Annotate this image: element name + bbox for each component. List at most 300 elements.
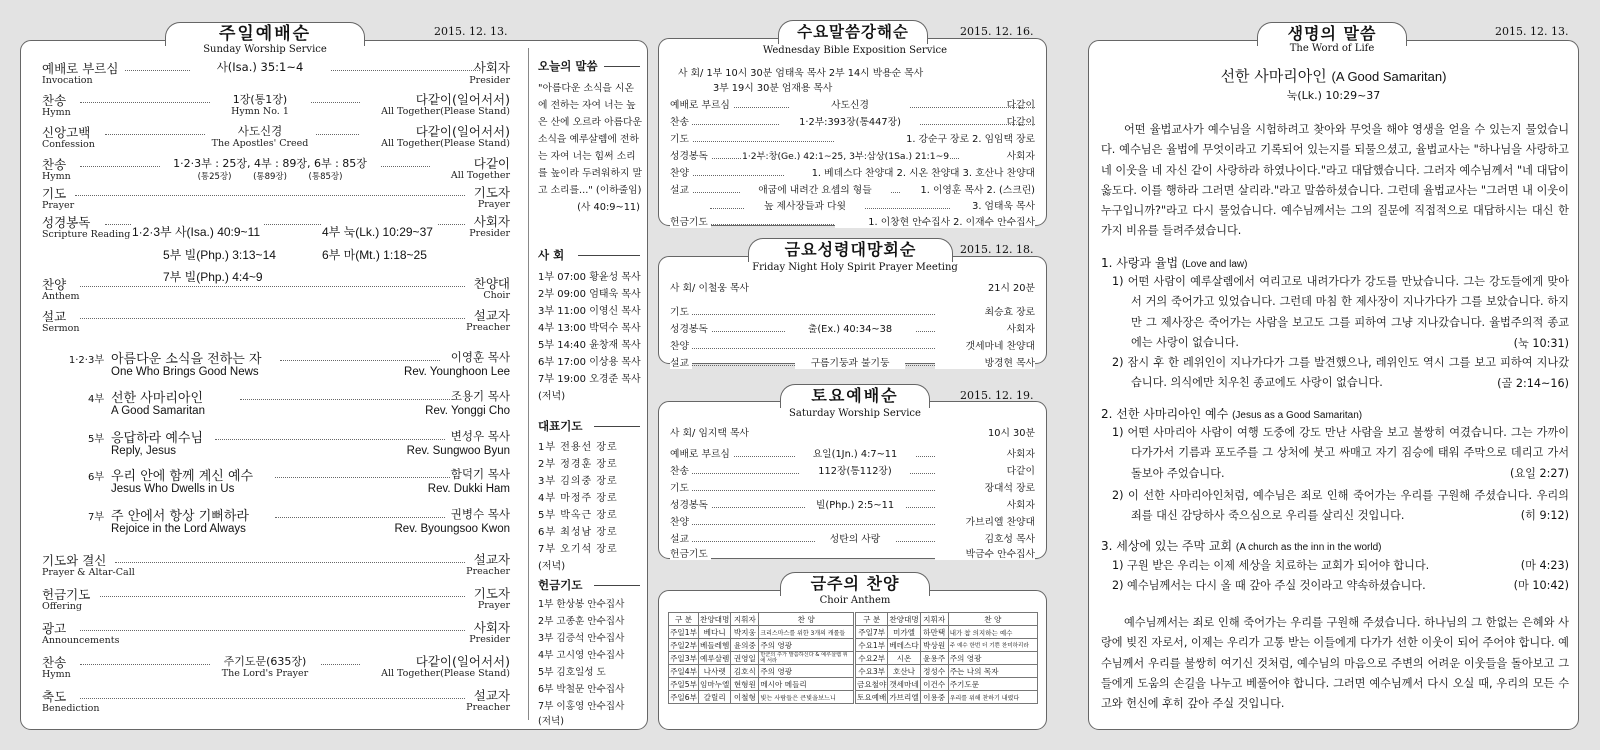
order-role: 방경현 목사 xyxy=(935,355,1035,369)
section-heading-en: (Jesus as a Good Samaritan) xyxy=(1232,410,1363,421)
order-role: 3. 엄태욱 목사 xyxy=(950,198,1035,212)
presider-line: 6부 17:00 이상용 목사 xyxy=(538,357,641,368)
item-label-en: Offering xyxy=(42,601,82,612)
sermon-heading xyxy=(1088,65,1579,86)
order-role: 사회자 xyxy=(935,497,1035,511)
leader-dots xyxy=(80,630,465,631)
scripture-ref: 6부 마(Mt.) 1:18~25 xyxy=(322,248,427,262)
sermon-heading-en: (A Good Samaritan) xyxy=(1331,69,1447,84)
offering-line: 6부 박철문 안수집사 xyxy=(538,684,625,695)
table-cell: 주일1부 xyxy=(670,627,697,637)
section-2-point-2: 2) 이 선한 사마리아인처럼, 예수님은 죄로 인해 죽어가는 우리를 구원해 주셨습니다. 우리의 죄를 대신 감당하사 죽으심으로 우리를 살리신 것입니다. xyxy=(1112,489,1569,523)
item-detail-en: The Apostles' Creed xyxy=(211,138,309,149)
table-cell: 토요예배 xyxy=(857,692,887,702)
item-label: 찬송 xyxy=(42,157,67,172)
item-detail-sub: (통25장) (통89장) (통85장) xyxy=(197,172,343,182)
order-label: 예배로 부르심 xyxy=(670,97,733,111)
table-row xyxy=(856,652,1038,665)
offering-heading: 헌금기도 xyxy=(538,578,583,592)
column-header: 지휘자 xyxy=(731,613,759,626)
order-detail: 구름기둥과 불기둥 xyxy=(795,355,905,369)
table-cell: 주의 영광 xyxy=(759,665,854,678)
order-detail: 빌(Php.) 2:5~11 xyxy=(805,497,905,511)
sermon-title-en: Rejoice in the Lord Always xyxy=(111,523,246,535)
table-cell: 임마누엘 xyxy=(700,679,730,689)
sermon-title-en: Jesus Who Dwells in Us xyxy=(111,483,235,495)
order-label: 찬양 xyxy=(670,165,692,179)
item-label: 신앙고백 xyxy=(42,125,91,140)
order-label: 찬양 xyxy=(670,338,692,352)
prayer-line: 4부 마정주 장로 xyxy=(538,493,618,504)
sermon-heading-ko: 선한 사마리아인 xyxy=(1220,67,1327,85)
word-line: 고 소리를..." (이하줄임) xyxy=(538,185,642,196)
item-label: 기도 xyxy=(42,186,67,201)
order-role: 다같이 xyxy=(1006,117,1035,128)
table-cell: 내가 참 의지하는 예수 xyxy=(948,626,1037,639)
heading-rule xyxy=(604,66,640,67)
saturday-presider: 사 회/ 임지택 목사 xyxy=(670,428,749,439)
friday-subtitle: Friday Night Holy Spirit Prayer Meeting xyxy=(752,262,958,273)
order-label: 헌금기도 xyxy=(670,214,711,228)
table-row xyxy=(669,665,854,678)
item-label-en: Scripture Reading xyxy=(42,229,131,240)
table-cell: 만군의 주가 말씀하신다 & 예루살렘 위에 서라 xyxy=(759,652,854,665)
item-label: 예배로 부르심 xyxy=(42,61,119,76)
table-row xyxy=(669,652,854,665)
table-cell: 하만택 xyxy=(920,626,948,639)
item-detail: 사도신경 xyxy=(205,123,315,139)
item-role-en: Preacher xyxy=(466,566,510,577)
item-detail: 1장(통1장) xyxy=(210,91,310,107)
scripture-ref: 5부 빌(Php.) 3:13~14 xyxy=(163,248,276,262)
item-label: 찬송 xyxy=(42,93,67,108)
item-role: 기도자 xyxy=(473,586,510,601)
table-cell: 가브리엘 xyxy=(889,692,919,702)
column-header: 지휘자 xyxy=(920,613,948,626)
table-cell: 주일3부 xyxy=(670,653,697,663)
sermon-pastor-en: Rev. Younghoon Lee xyxy=(404,366,510,378)
table-header-row xyxy=(856,613,1038,626)
section-heading-ko: 2. 선한 사마리아인 예수 xyxy=(1101,407,1229,421)
item-role: 사회자 xyxy=(473,214,510,229)
heading-rule xyxy=(594,426,640,427)
word-reference: (사 40:9~11) xyxy=(577,202,640,213)
order-label: 성경봉독 xyxy=(670,148,711,162)
intro-paragraph: 어떤 율법교사가 예수님을 시험하려고 찾아와 무엇을 해야 영생을 얻을 수 있는지 물었습니다. 예수님은 율법에 무엇이라고 기록되어 있는지를 되물으셨고, 율법교사는 "하나님을 사랑하고 네 이웃을 네 자신 같이 사랑하라 하였나이다."라고 대답했습니다. 그러자 예수님께서 "네 대답이 옳도다. 이를 행하라 그러면 살리라."라고 말씀하셨습니다. 그런데 율법교사는 "그러면 내 이웃이 누구입니까?"라고 다시 물었습니다. 예수님께서는 그의 질문에 직접적으로 대답하시는 대신 한 가지 비유를 들려주셨습니다. xyxy=(1101,123,1569,238)
item-label: 축도 xyxy=(42,689,67,704)
table-cell: 갈릴리 xyxy=(699,691,731,704)
offering-line: 4부 고시영 안수집사 xyxy=(538,650,625,661)
sermon-title: 응답하라 예수님 xyxy=(111,427,207,446)
item-detail: 주기도문(635장) xyxy=(210,653,320,669)
item-label-en: Benediction xyxy=(42,703,100,714)
table-cell: 크리스마스를 위한 3개의 캐롤들 xyxy=(759,626,854,639)
item-label-en: Anthem xyxy=(42,291,80,302)
presider-heading: 사 회 xyxy=(538,248,565,262)
table-cell: 나사렛 xyxy=(699,665,731,678)
sermon-service: 1·2·3부 xyxy=(68,355,104,366)
column-header: 찬 양 xyxy=(759,613,854,626)
sermon-title: 우리 안에 함께 계신 예수 xyxy=(111,465,257,484)
life-title: 생명의 말씀 xyxy=(1257,22,1407,46)
leader-dots xyxy=(80,286,465,287)
sermon-title: 아름다운 소식을 전하는 자 xyxy=(111,348,266,367)
item-role: 찬양대 xyxy=(473,276,510,291)
section-2-ref-2: (히 9:12) xyxy=(1517,507,1569,523)
prayer-heading: 대표기도 xyxy=(538,419,583,433)
order-detail: 성탄의 사랑 xyxy=(815,531,895,545)
item-label: 기도와 결신 xyxy=(42,553,107,568)
wednesday-date: 2015. 12. 16. xyxy=(960,25,1034,38)
item-role-en: Prayer xyxy=(477,199,510,210)
order-role: 사회자 xyxy=(935,321,1035,335)
table-row xyxy=(669,626,854,639)
item-label: 찬송 xyxy=(42,655,67,670)
item-role-en: Presider xyxy=(469,228,510,239)
order-detail: 1·2부:393장(통447장) xyxy=(780,114,920,128)
section-1-point-2: 2) 잠시 후 한 레위인이 지나가다가 그를 발견했으나, 레위인도 역시 그를 보고 피하여 지나갔습니다. 의식에만 치우친 종교에도 사랑이 없습니다. xyxy=(1112,356,1569,390)
section-1-ref-2: (골 2:14~16) xyxy=(1493,375,1569,391)
sermon-pastor: 변성우 목사 xyxy=(450,429,510,443)
prayer-line: (저녁) xyxy=(538,561,566,572)
item-role-en: All Together(Please Stand) xyxy=(381,138,510,149)
item-detail-en: Hymn No. 1 xyxy=(231,106,289,117)
item-label: 성경봉독 xyxy=(42,215,91,230)
sermon-pastor: 권병수 목사 xyxy=(450,507,510,521)
order-role: 갯세마네 찬양대 xyxy=(935,338,1035,352)
sermon-service: 6부 xyxy=(87,472,104,483)
table-row xyxy=(856,639,1038,652)
sermon-pastor-en: Rev. Byoungsoo Kwon xyxy=(394,523,510,535)
order-role: 사회자 xyxy=(960,148,1035,162)
word-line: 에 전하는 자여 너는 높 xyxy=(538,100,636,111)
presider-line: (저녁) xyxy=(538,391,566,402)
sermon-pastor: 함덕기 목사 xyxy=(450,467,510,481)
word-line: 은 산에 오르라 아름다운 xyxy=(538,117,642,128)
item-detail: 사(Isa.) 35:1~4 xyxy=(190,59,330,75)
order-detail: 요일(1Jn.) 4:7~11 xyxy=(795,446,915,460)
sermon-pastor: 이영훈 목사 xyxy=(450,350,510,364)
saturday-subtitle: Saturday Worship Service xyxy=(789,408,921,419)
scripture-ref: 1·2·3부 사(Isa.) 40:9~11 xyxy=(132,223,264,240)
table-row xyxy=(856,665,1038,678)
table-cell: 김호식 xyxy=(731,665,759,678)
wednesday-title: 수요말씀강해순 xyxy=(778,20,928,44)
table-cell: 빛는 사람들은 큰빛을보느니 xyxy=(759,691,854,704)
table-cell: 금요철야 xyxy=(857,679,887,689)
presider-line: 4부 13:00 박덕수 목사 xyxy=(538,323,641,334)
item-role-en: Preacher xyxy=(466,702,510,713)
order-role: 다같이 xyxy=(1006,100,1035,111)
prayer-line: 1부 전용선 장로 xyxy=(538,442,618,453)
section-1-ref-1: (눅 10:31) xyxy=(1510,335,1569,351)
leader-dots xyxy=(100,596,465,597)
table-cell: 수요3부 xyxy=(856,665,888,678)
presider-line: 7부 19:00 오경준 목사 xyxy=(538,374,641,385)
word-line: 소식을 예루살렘에 전하 xyxy=(538,134,639,145)
section-2-heading xyxy=(1101,405,1362,422)
item-role: 다같이(일어서서) xyxy=(360,122,510,140)
choir-table-left xyxy=(668,612,854,704)
table-cell: 현형원 xyxy=(731,678,759,691)
presider-line: 1부 07:00 황윤성 목사 xyxy=(538,272,641,283)
item-label-en: Confession xyxy=(42,139,95,150)
saturday-date: 2015. 12. 19. xyxy=(960,389,1034,402)
offering-line: 3부 김증석 안수집사 xyxy=(538,633,625,644)
sermon-title-en: Reply, Jesus xyxy=(111,445,176,457)
table-cell: 수요1부 xyxy=(856,639,888,652)
table-cell: 주일4부 xyxy=(670,666,697,676)
prayer-line: 6부 최성남 장로 xyxy=(538,527,618,538)
column-header: 찬 양 xyxy=(948,613,1037,626)
table-cell: 베데스다 xyxy=(889,640,919,650)
section-3-ref-2: (마 10:42) xyxy=(1513,579,1569,592)
table-cell: 정성수 xyxy=(920,665,948,678)
order-label: 성경봉독 xyxy=(670,321,711,335)
item-role: 다같이(일어서서) xyxy=(360,652,510,670)
sermon-reference: 눅(Lk.) 10:29~37 xyxy=(1286,89,1381,102)
table-cell: 주일2부 xyxy=(670,640,697,650)
item-role: 사회자 xyxy=(473,620,510,635)
table-cell: 권영일 xyxy=(731,652,759,665)
life-subtitle: The Word of Life xyxy=(1289,43,1375,54)
leader-dots xyxy=(115,562,465,563)
order-detail: 출(Ex.) 40:34~38 xyxy=(785,321,915,335)
sermon-title: 주 안에서 항상 기뻐하라 xyxy=(111,505,253,524)
item-label: 광고 xyxy=(42,621,67,636)
item-label-en: Sermon xyxy=(42,323,80,334)
table-cell: 수요2부 xyxy=(856,652,888,665)
section-1-heading xyxy=(1101,254,1247,271)
table-cell: 이철형 xyxy=(731,691,759,704)
table-row xyxy=(669,639,854,652)
heading-rule xyxy=(594,585,640,586)
item-label-en: Hymn xyxy=(42,107,71,118)
sermon-title-en: A Good Samaritan xyxy=(111,405,205,417)
table-cell: 이용중 xyxy=(920,691,948,704)
order-label: 예배로 부르심 xyxy=(670,446,733,460)
item-role-en: All Together xyxy=(450,170,510,181)
order-label: 설교 xyxy=(670,531,692,545)
offering-line: 5부 김호일성 도 xyxy=(538,667,606,678)
presider-line: 3부 11:00 이영신 목사 xyxy=(538,306,641,317)
order-detail: 사도신경 xyxy=(790,97,910,111)
column-header: 구 분 xyxy=(669,613,699,626)
order-detail: 1·2부:창(Ge.) 42:1~25, 3부:삼상(1Sa.) 21:1~9 xyxy=(742,148,949,162)
table-cell: 베다니 xyxy=(699,626,731,639)
item-role: 다같이(일어서서) xyxy=(360,90,510,108)
order-role: 장대석 장로 xyxy=(935,480,1035,494)
sunday-divider xyxy=(528,48,529,720)
table-row xyxy=(856,678,1038,691)
word-line: 는 자여 너는 힘써 소리 xyxy=(538,151,636,162)
section-2-point-1: 1) 어떤 사마리아 사람이 여행 도중에 강도 만난 사람을 보고 불쌍히 여겼습니다. 그는 가까이 다가가서 기름과 포도주를 그 상처에 붓고 싸매고 자기 짐승에 태워 주막으로 데리고 가서 돌보아 주었습니다. xyxy=(1112,426,1569,480)
order-role: 1. 강순구 장로 2. 임임택 장로 xyxy=(835,131,1035,145)
order-role: 1. 이창현 안수집사 2. 이재수 안수집사 xyxy=(835,214,1035,228)
section-3-heading xyxy=(1101,537,1382,554)
section-3-point-1: 1) 구원 받은 우리는 이제 세상을 치료하는 교회가 되어야 합니다. xyxy=(1112,559,1430,572)
word-line: 를 높이라 두려워하지 말 xyxy=(538,168,642,179)
item-role-en: All Together(Please Stand) xyxy=(381,106,510,117)
order-detail: 애굽에 내려간 요셉의 형들 xyxy=(740,182,890,196)
order-role: 1. 베데스다 찬양대 2. 시온 찬양대 3. 호산나 찬양대 xyxy=(785,165,1035,179)
word-line: "아름다운 소식을 시온 xyxy=(538,83,634,94)
wednesday-subtitle: Wednesday Bible Exposition Service xyxy=(762,45,948,56)
table-cell: 주의 영광 xyxy=(759,639,854,652)
order-role: 1. 이영훈 목사 2. (스크린) xyxy=(900,182,1035,196)
item-role-en: Presider xyxy=(469,634,510,645)
order-role: 다같이 xyxy=(935,463,1035,477)
order-label: 설교 xyxy=(670,182,692,196)
saturday-title: 토요예배순 xyxy=(780,384,930,408)
offering-line: (저녁) xyxy=(538,716,565,727)
table-cell: 주 예수 한번 더 기쁜 찬미하리라 xyxy=(948,639,1037,652)
offering-line: 1부 한상봉 안수집사 xyxy=(538,599,625,610)
column-header: 구 분 xyxy=(856,613,888,626)
section-3-ref-1: (마 4:23) xyxy=(1520,559,1569,572)
order-label: 찬송 xyxy=(670,114,692,128)
order-role: 가브리엘 찬양대 xyxy=(935,514,1035,528)
presider-line: 5부 14:40 윤창재 목사 xyxy=(538,340,641,351)
sermon-service: 5부 xyxy=(87,434,104,445)
choir-title: 금주의 찬양 xyxy=(780,572,930,596)
table-row xyxy=(856,691,1038,704)
saturday-time: 10시 30분 xyxy=(988,428,1035,439)
offering-line: 2부 고종훈 안수집사 xyxy=(538,616,625,627)
prayer-line: 2부 정경훈 장로 xyxy=(538,459,618,470)
section-heading-en: (Love and law) xyxy=(1181,259,1248,270)
order-label: 찬송 xyxy=(670,463,692,477)
sunday-title: 주일예배순 xyxy=(165,22,365,46)
order-label: 찬양 xyxy=(670,514,692,528)
item-label: 헌금기도 xyxy=(42,587,91,602)
item-role-en: Prayer xyxy=(477,600,510,611)
item-detail: 1·2·3부 : 25장, 4부 : 89장, 6부 : 85장 xyxy=(160,155,380,171)
prayer-line: 3부 김의중 장로 xyxy=(538,476,618,487)
section-heading-ko: 1. 사랑과 율법 xyxy=(1101,256,1179,270)
section-heading-en: (A church as the inn in the world) xyxy=(1235,542,1382,553)
table-cell: 주일6부 xyxy=(670,692,697,702)
order-label: 기도 xyxy=(670,480,692,494)
item-role-en: Presider xyxy=(469,75,510,86)
order-detail: 112장(통112장) xyxy=(800,463,910,477)
friday-presider: 사 회/ 이철웅 목사 xyxy=(670,283,749,294)
order-role: 박금수 안수집사 xyxy=(935,546,1035,560)
friday-title: 금요성령대망회순 xyxy=(748,238,953,262)
table-cell: 주일5부 xyxy=(670,679,697,689)
table-cell: 주기도문 xyxy=(948,678,1037,691)
item-label: 설교 xyxy=(42,309,67,324)
section-1-point-1: 1) 어떤 사람이 예루살렘에서 여리고로 내려가다가 강도를 만났습니다. 그는 강도들에게 맞아서 거의 죽어가고 있었습니다. 그런데 마침 한 제사장이 지나가다가 그를 보았습니다. 하지만 그 제사장은 죽어가는 사람을 보고도 그를 피하여 그냥 지나갔습니다. 율법주의적 종교에는 사랑이 없습니다. xyxy=(1112,275,1569,349)
table-cell: 주일7부 xyxy=(856,626,888,639)
table-row xyxy=(669,691,854,704)
item-label-en: Announcements xyxy=(42,635,120,646)
table-cell: 이건수 xyxy=(920,678,948,691)
table-cell: 메시아 메들리 xyxy=(759,678,854,691)
item-role: 사회자 xyxy=(473,60,510,75)
table-cell: 윤의중 xyxy=(731,639,759,652)
presider-line: 2부 09:00 엄태욱 목사 xyxy=(538,289,641,300)
offering-line: 7부 이홍영 안수집사 xyxy=(538,701,625,712)
item-role: 설교자 xyxy=(473,688,510,703)
sermon-title-en: One Who Brings Good News xyxy=(111,366,259,378)
item-detail-en: The Lord's Prayer xyxy=(221,668,309,679)
item-role: 설교자 xyxy=(473,308,510,323)
item-label-en: Prayer xyxy=(42,200,75,211)
item-role-en: All Together(Please Stand) xyxy=(381,668,510,679)
sunday-subtitle: Sunday Worship Service xyxy=(203,44,327,55)
wednesday-presider-2: 3부 19시 30분 엄재용 목사 xyxy=(713,83,833,94)
section-heading-ko: 3. 세상에 있는 주막 교회 xyxy=(1101,539,1233,553)
table-cell: 박지웅 xyxy=(731,626,759,639)
item-label-en: Hymn xyxy=(42,171,71,182)
closing-paragraph: 예수님께서는 죄로 인해 죽어가는 우리를 구원해 주셨습니다. 하나님의 그 한없는 은혜와 사랑에 빚진 자로서, 이제는 우리가 고통 받는 이들에게 다가가 선한 이웃이 되어 주어야 합니다. 예수님께서 우리를 불쌍히 여기신 것처럼, 예수님의 마음으로 주변의 어려운 이웃들을 돌아보고 그들에게 도움의 손길을 나누고 베풀어야 합니다. 그러면 예수님께서 다시 오실 때, 우리의 모든 수고와 헌신에 후히 갚아 주실 것입니다. xyxy=(1101,616,1569,711)
choir-subtitle: Choir Anthem xyxy=(819,595,891,606)
order-role: 사회자 xyxy=(935,446,1035,460)
friday-date: 2015. 12. 18. xyxy=(960,243,1034,256)
table-cell: 윤용주 xyxy=(920,652,948,665)
order-label: 기도 xyxy=(670,131,692,145)
leader-dots xyxy=(75,195,465,196)
order-label: 기도 xyxy=(670,304,692,318)
order-role: 최승효 장로 xyxy=(935,304,1035,318)
sermon-service: 7부 xyxy=(87,512,104,523)
table-cell: 갯세마네 xyxy=(889,679,919,689)
table-header-row xyxy=(669,613,854,626)
order-detail: 높 제사장들과 다윗 xyxy=(745,198,865,212)
life-date: 2015. 12. 13. xyxy=(1495,25,1569,38)
heading-rule xyxy=(578,255,640,256)
column-header: 찬양대명 xyxy=(889,614,919,624)
table-cell: 주의 영광 xyxy=(948,652,1037,665)
column-header: 찬양대명 xyxy=(700,614,730,624)
prayer-line: 5부 박옥근 장로 xyxy=(538,510,618,521)
order-label: 성경봉독 xyxy=(670,497,711,511)
prayer-line: 7부 오기석 장로 xyxy=(538,544,618,555)
order-role: 김호성 목사 xyxy=(935,531,1035,545)
item-role-en: Preacher xyxy=(466,322,510,333)
scripture-ref: 7부 빌(Php.) 4:4~9 xyxy=(163,270,263,284)
order-label: 설교 xyxy=(670,355,692,369)
sermon-title: 선한 사마리아인 xyxy=(111,387,207,406)
item-label: 찬양 xyxy=(42,277,67,292)
table-cell: 박상원 xyxy=(920,639,948,652)
friday-time: 21시 20분 xyxy=(988,283,1035,294)
order-label: 헌금기도 xyxy=(670,546,711,560)
leader-dots xyxy=(80,318,465,319)
table-cell: 베들레헴 xyxy=(700,640,730,650)
wednesday-presider: 사 회/ 1부 10시 30분 엄태욱 목사 2부 14시 박용순 목사 xyxy=(678,68,924,79)
sermon-pastor-en: Rev. Sungwoo Byun xyxy=(406,445,510,457)
item-label-en: Hymn xyxy=(42,669,71,680)
item-label-en: Prayer & Altar-Call xyxy=(42,567,135,578)
item-role: 기도자 xyxy=(473,185,510,200)
table-cell: 시온 xyxy=(888,652,920,665)
choir-table-right xyxy=(855,612,1038,704)
sermon-pastor-en: Rev. Dukki Ham xyxy=(427,483,510,495)
sermon-service: 4부 xyxy=(87,394,104,405)
todays-word-heading: 오늘의 말씀 xyxy=(538,59,598,73)
table-row xyxy=(856,626,1038,639)
scripture-ref: 4부 눅(Lk.) 10:29~37 xyxy=(322,223,437,240)
table-cell: 미가엘 xyxy=(888,626,920,639)
leader-dots xyxy=(80,698,465,699)
section-3-point-2: 2) 예수님께서는 다시 올 때 갚아 주실 것이라고 약속하셨습니다. xyxy=(1112,579,1426,592)
section-2-ref-1: (요일 2:27) xyxy=(1506,465,1569,481)
table-cell: 주는 나의 목자 xyxy=(948,665,1037,678)
item-role: 다같이 xyxy=(430,154,510,172)
sermon-pastor-en: Rev. Yonggi Cho xyxy=(425,405,510,417)
